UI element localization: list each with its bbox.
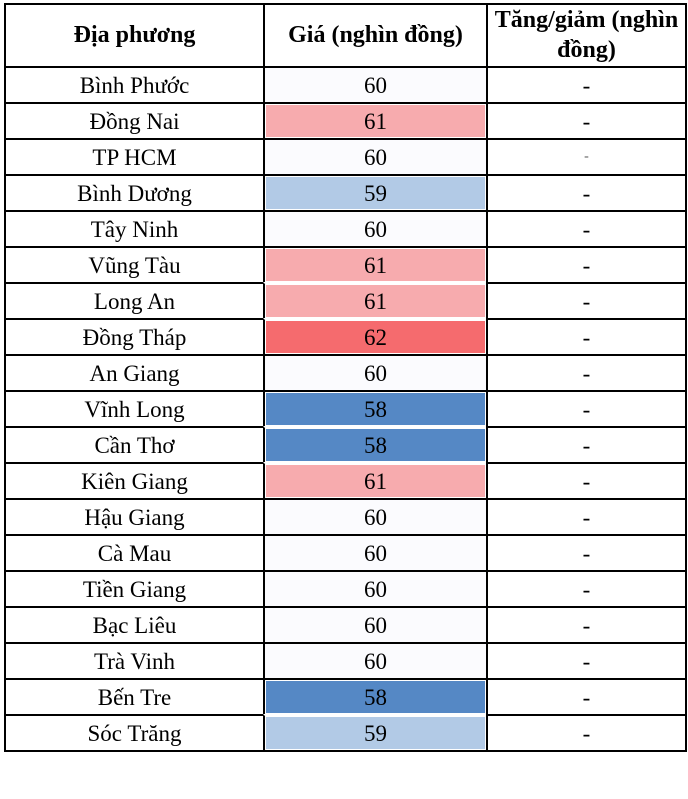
change-cell: - bbox=[486, 534, 685, 570]
table-row bbox=[4, 210, 685, 246]
province-cell: TP HCM bbox=[4, 138, 263, 174]
table-row bbox=[4, 714, 685, 750]
province-cell: Tiền Giang bbox=[4, 570, 263, 606]
province-cell: Vũng Tàu bbox=[4, 246, 263, 282]
change-cell: - bbox=[486, 138, 685, 174]
table-row bbox=[4, 534, 685, 570]
table-row bbox=[4, 138, 685, 174]
price-table bbox=[4, 3, 687, 752]
province-cell: Sóc Trăng bbox=[4, 714, 263, 750]
province-cell: Bạc Liêu bbox=[4, 606, 263, 642]
change-cell: - bbox=[486, 210, 685, 246]
change-cell: - bbox=[486, 318, 685, 354]
province-cell: Tây Ninh bbox=[4, 210, 263, 246]
province-cell: Long An bbox=[4, 282, 263, 318]
table-row bbox=[4, 462, 685, 498]
price-cell: 60 bbox=[263, 642, 486, 678]
change-cell: - bbox=[486, 498, 685, 534]
price-cell: 58 bbox=[263, 390, 486, 426]
price-cell: 60 bbox=[263, 498, 486, 534]
table-row bbox=[4, 678, 685, 714]
table-row bbox=[4, 606, 685, 642]
change-cell: - bbox=[486, 66, 685, 102]
change-cell: - bbox=[486, 174, 685, 210]
table-body bbox=[4, 66, 685, 750]
price-cell: 59 bbox=[263, 174, 486, 210]
header-price: Giá (nghìn đồng) bbox=[263, 3, 486, 66]
price-cell: 60 bbox=[263, 210, 486, 246]
province-cell: Kiên Giang bbox=[4, 462, 263, 498]
price-cell: 58 bbox=[263, 426, 486, 462]
price-cell: 60 bbox=[263, 606, 486, 642]
change-cell: - bbox=[486, 282, 685, 318]
price-cell: 61 bbox=[263, 246, 486, 282]
table-row bbox=[4, 426, 685, 462]
change-cell: - bbox=[486, 678, 685, 714]
price-cell: 58 bbox=[263, 678, 486, 714]
table-row bbox=[4, 354, 685, 390]
province-cell: Vĩnh Long bbox=[4, 390, 263, 426]
change-cell: - bbox=[486, 246, 685, 282]
table-row bbox=[4, 570, 685, 606]
price-cell: 61 bbox=[263, 282, 486, 318]
change-cell: - bbox=[486, 606, 685, 642]
table-row bbox=[4, 390, 685, 426]
province-cell: Bình Dương bbox=[4, 174, 263, 210]
change-cell: - bbox=[486, 714, 685, 750]
province-cell: Bình Phước bbox=[4, 66, 263, 102]
price-cell: 59 bbox=[263, 714, 486, 750]
table-row bbox=[4, 498, 685, 534]
province-cell: Trà Vinh bbox=[4, 642, 263, 678]
table-header bbox=[4, 3, 685, 66]
province-cell: Cần Thơ bbox=[4, 426, 263, 462]
table-row bbox=[4, 282, 685, 318]
province-cell: Hậu Giang bbox=[4, 498, 263, 534]
table-row bbox=[4, 246, 685, 282]
price-cell: 60 bbox=[263, 138, 486, 174]
price-cell: 62 bbox=[263, 318, 486, 354]
price-cell: 60 bbox=[263, 570, 486, 606]
table-row bbox=[4, 66, 685, 102]
change-cell: - bbox=[486, 354, 685, 390]
header-row bbox=[4, 3, 685, 66]
change-cell: - bbox=[486, 102, 685, 138]
price-cell: 60 bbox=[263, 534, 486, 570]
header-change: Tăng/giảm (nghìn đồng) bbox=[486, 3, 685, 66]
province-cell: Bến Tre bbox=[4, 678, 263, 714]
province-cell: Đồng Nai bbox=[4, 102, 263, 138]
change-cell: - bbox=[486, 426, 685, 462]
price-cell: 61 bbox=[263, 102, 486, 138]
table-row bbox=[4, 102, 685, 138]
table-row bbox=[4, 318, 685, 354]
header-province: Địa phương bbox=[4, 3, 263, 66]
table-row bbox=[4, 174, 685, 210]
change-cell: - bbox=[486, 462, 685, 498]
change-cell: - bbox=[486, 570, 685, 606]
change-cell: - bbox=[486, 390, 685, 426]
province-cell: Đồng Tháp bbox=[4, 318, 263, 354]
price-cell: 61 bbox=[263, 462, 486, 498]
province-cell: Cà Mau bbox=[4, 534, 263, 570]
price-cell: 60 bbox=[263, 66, 486, 102]
change-cell: - bbox=[486, 642, 685, 678]
table-row bbox=[4, 642, 685, 678]
province-cell: An Giang bbox=[4, 354, 263, 390]
price-cell: 60 bbox=[263, 354, 486, 390]
